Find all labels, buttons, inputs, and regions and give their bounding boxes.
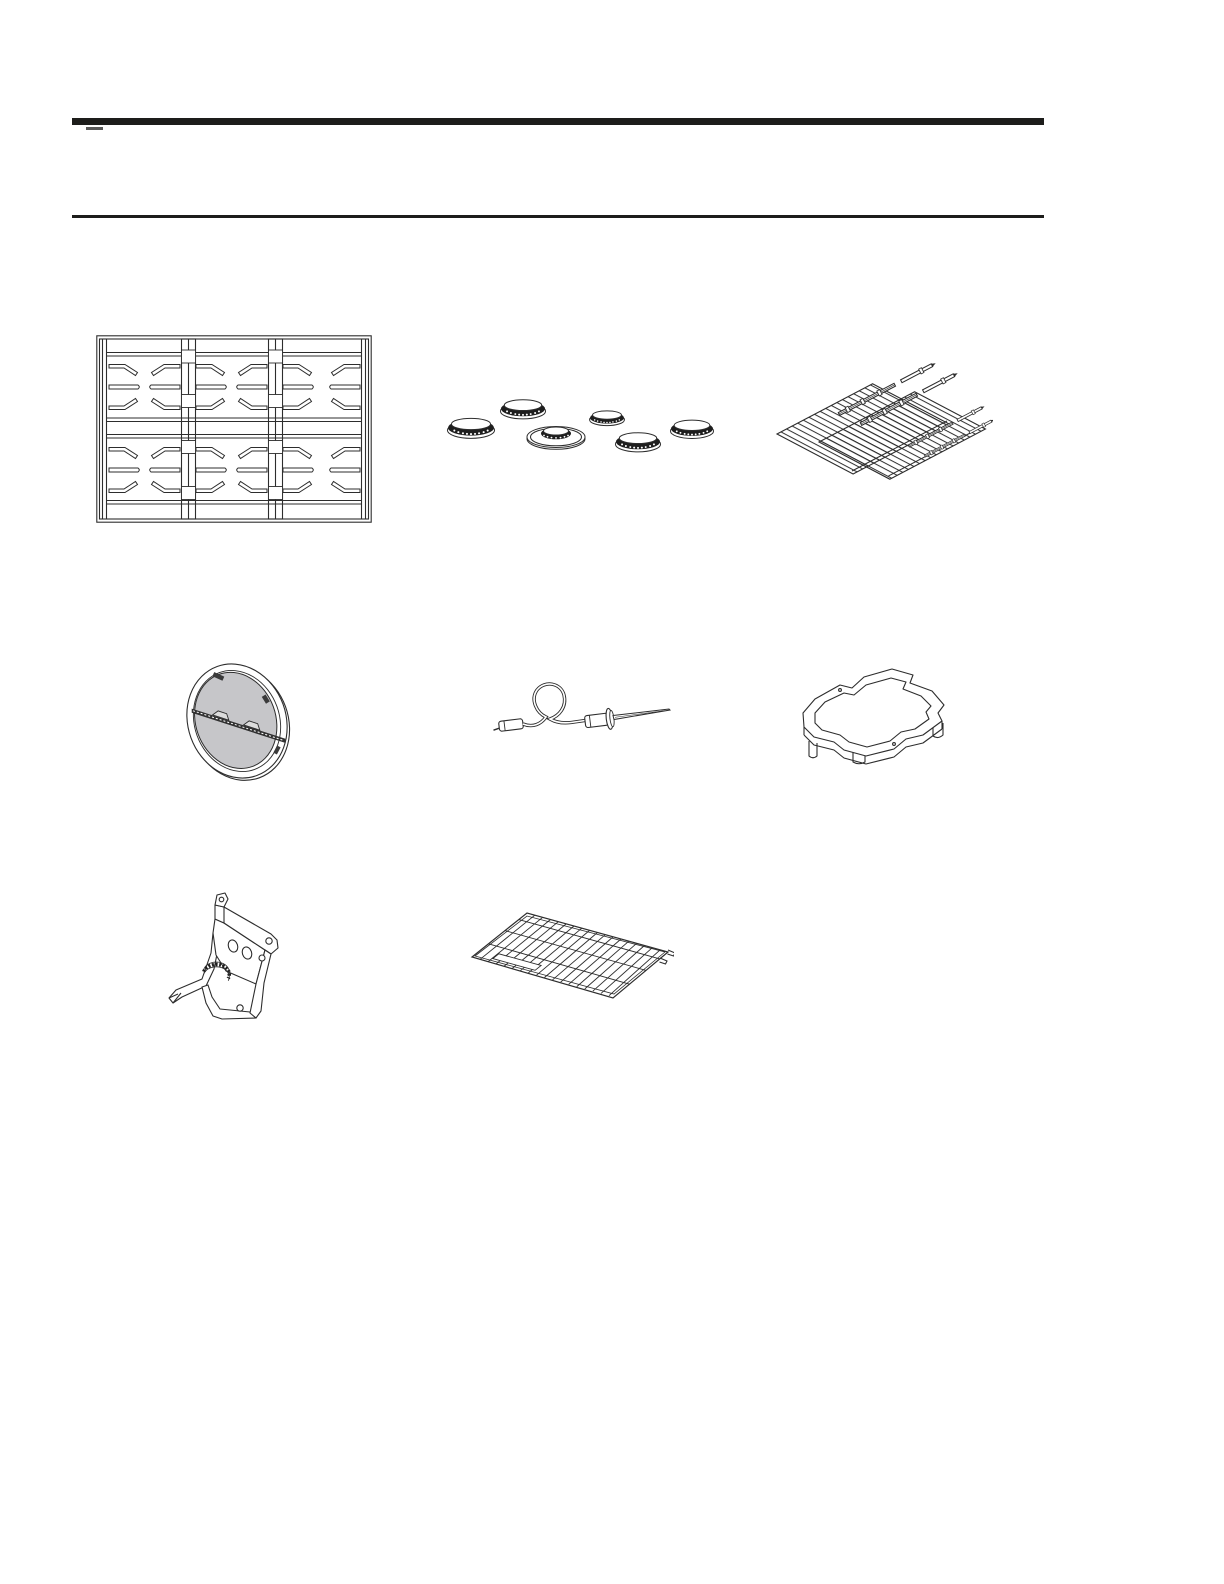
figure-burner-grates: [96, 335, 372, 523]
temperature-probe-illustration: [493, 678, 673, 740]
figure-wok-ring: [793, 655, 951, 773]
figure-round-griddle: [180, 662, 295, 782]
burner-caps-illustration: [443, 393, 717, 457]
anti-tip-bracket-illustration: [166, 891, 284, 1027]
figure-flat-oven-rack: [466, 906, 674, 1006]
burner-grates-illustration: [96, 335, 372, 523]
header-rule-thick: [72, 118, 1044, 125]
print-artifact: [86, 127, 103, 130]
round-griddle-illustration: [180, 662, 295, 782]
figure-anti-tip-bracket: [166, 891, 284, 1027]
flat-oven-rack-illustration: [466, 906, 674, 1006]
figure-burner-caps: [443, 393, 717, 457]
sliding-racks-illustration: [773, 362, 993, 484]
header-rule-thin: [72, 215, 1044, 218]
figure-sliding-oven-racks: [773, 362, 993, 484]
wok-ring-illustration: [793, 655, 951, 773]
figure-temperature-probe: [493, 678, 673, 740]
